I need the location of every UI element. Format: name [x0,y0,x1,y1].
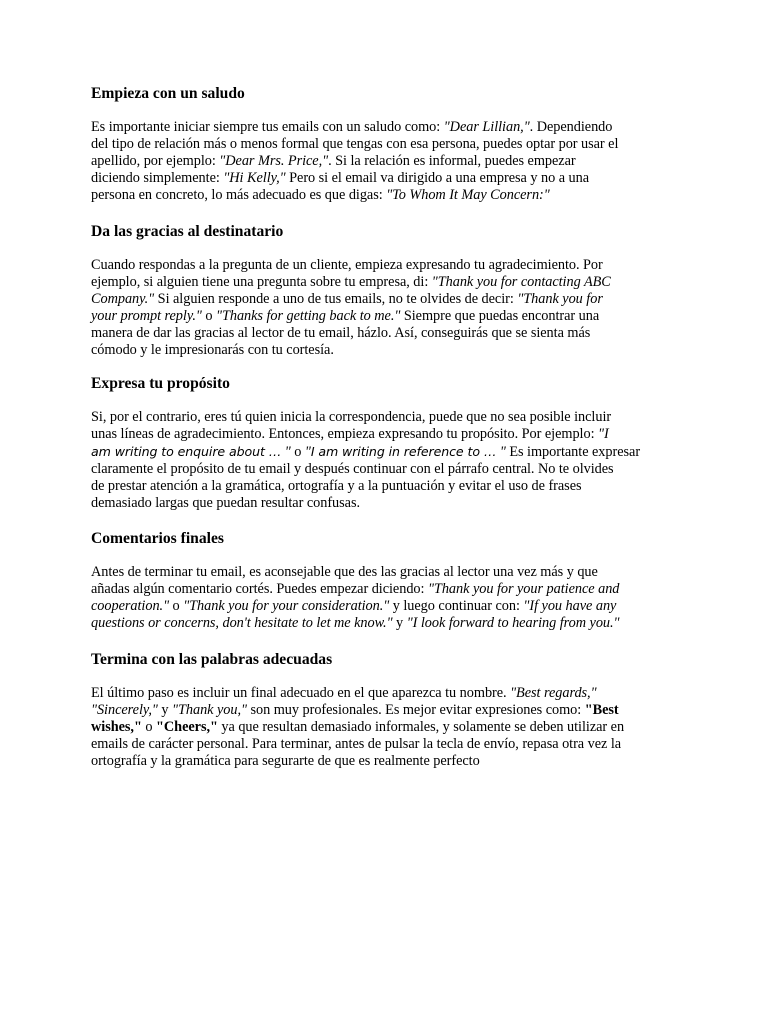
italic-text: "Thank you for [517,291,603,308]
italic-text: cooperation." [91,598,170,615]
section-heading: Da las gracias al destinatario [91,223,284,240]
text-line [91,153,618,170]
italic-text: am writing to enquire about … [91,444,282,460]
italic-text: "Hi Kelly," [223,170,286,187]
text-run: Pero si el email va dirigido a una empresa y no a una [285,170,590,187]
text-run: persona en concreto, lo más adecuado es que digas: [91,187,387,204]
italic-text: questions or concerns, don't hesitate to let me know." [91,615,393,632]
text-run: y luego continuar con: [389,598,524,615]
italic-text: Company." [91,291,155,308]
text-run: . Si la relación es informal, puedes empezar [328,153,576,170]
text-line [91,736,624,753]
text-line [91,615,620,632]
italic-text: " [304,444,311,461]
bold-text: "Best [584,702,619,719]
text-run: diciendo simplemente: [91,170,224,187]
text-line [91,685,624,702]
text-run: de prestar atención a la gramática, ortografía y a la puntuación y evitar el uso de frases [91,478,582,495]
text-run: o [201,308,216,325]
text-run: unas líneas de agradecimiento. Entonces, empieza expresando tu propósito. Por ejemplo: [91,426,599,443]
text-run: Es importante iniciar siempre tus emails con un saludo como: [91,119,444,135]
text-line [91,719,624,736]
text-line [91,325,611,342]
text-run: Cuando respondas a la pregunta de un cliente, empieza expresando tu agradecimiento. Por [91,257,603,273]
text-run: Antes de terminar tu email, es aconsejable que des las gracias al lector una vez más y que [91,564,598,580]
section-termina [91,650,624,770]
text-line [91,308,611,325]
text-run: ejemplo, si alguien tiene una pregunta sobre tu empresa, di: [91,274,432,291]
bold-text: "Cheers," [156,719,218,736]
section-proposito [91,374,640,513]
text-run: Si alguien responde a uno de tus emails, no te olvides de decir: [154,291,518,308]
text-run: son muy profesionales. Es mejor evitar expresiones como: [246,702,585,719]
text-line [91,274,611,291]
text-run: ortografía y la gramática para segurarte de que es realmente perfecto [91,753,480,770]
italic-text: " [496,444,506,461]
text-line [91,136,618,153]
section-paragraph [91,119,618,204]
text-run: Si, por el contrario, eres tú quien inicia la correspondencia, puede que no sea posible incluir [91,409,612,425]
text-run: El último paso es incluir un final adecuado en el que aparezca tu nombre. [91,685,511,701]
text-line [91,753,624,770]
text-run: claramente el propósito de tu email y después continuar con el párrafo central. No te olvides [91,461,614,478]
text-line [91,342,611,359]
text-line [91,443,640,461]
text-line [91,495,640,512]
italic-text: your prompt reply." [91,308,202,325]
section-gracias [91,222,611,360]
text-run: . Dependiendo [529,119,613,135]
section-paragraph [91,409,640,513]
text-line [91,702,624,719]
text-run: o [169,598,184,615]
text-run: añadas algún comentario cortés. Puedes empezar diciendo: [91,581,428,598]
italic-text: " [281,444,291,461]
italic-text: "Thank you for contacting ABC [431,274,611,291]
section-paragraph [91,685,624,770]
text-run: o [290,444,305,461]
italic-text: "I [598,426,609,443]
bold-text: wishes," [91,719,142,736]
text-run: y [157,702,173,719]
text-line [91,409,640,426]
section-comentarios-finales [91,529,620,632]
section-heading: Termina con las palabras adecuadas [91,651,333,668]
italic-text: "Thank you for your patience and [427,581,620,598]
text-line [91,119,618,136]
text-line [91,426,640,443]
italic-text: "I look forward to hearing from you." [406,615,620,632]
text-run: Siempre que puedas encontrar una [400,308,600,325]
italic-text: "If you have any [523,598,617,615]
italic-text: "Best regards," [510,685,597,701]
text-run: emails de carácter personal. Para terminar, antes de pulsar la tecla de envío, repasa otra vez la [91,736,622,753]
text-run: cómodo y le impresionarás con tu cortesía. [91,342,334,359]
italic-text: "Sincerely," [91,702,158,719]
section-heading: Comentarios finales [91,530,224,547]
section-heading: Expresa tu propósito [91,375,230,392]
section-heading: Empieza con un saludo [91,85,245,102]
italic-text: "To Whom It May Concern:" [386,187,550,204]
italic-text: "Dear Mrs. Price," [219,153,329,170]
text-line [91,170,618,187]
text-run: ya que resultan demasiado informales, y solamente se deben utilizar en [217,719,625,736]
italic-text: I am writing in reference to … [310,444,497,460]
italic-text: "Thank you," [172,702,247,719]
text-run: del tipo de relación más o menos formal que tengas con esa persona, puedes optar por usar el [91,136,619,153]
italic-text: "Dear Lillian," [443,119,530,135]
text-run: Es importante expresar [505,444,641,461]
text-line [91,257,611,274]
text-line [91,478,640,495]
text-line [91,461,640,478]
section-saludo [91,84,618,204]
text-run: manera de dar las gracias al lector de tu email, házlo. Así, conseguirás que se sienta más [91,325,591,342]
section-paragraph [91,564,620,632]
text-run: o [141,719,156,736]
section-paragraph [91,257,611,360]
text-line [91,598,620,615]
text-run: y [392,615,407,632]
text-line [91,187,618,204]
italic-text: "Thanks for getting back to me." [215,308,401,325]
text-run: apellido, por ejemplo: [91,153,220,170]
text-run: demasiado largas que puedan resultar confusas. [91,495,360,512]
text-line [91,564,620,581]
italic-text: "Thank you for your consideration." [183,598,390,615]
text-line [91,291,611,308]
text-line [91,581,620,598]
